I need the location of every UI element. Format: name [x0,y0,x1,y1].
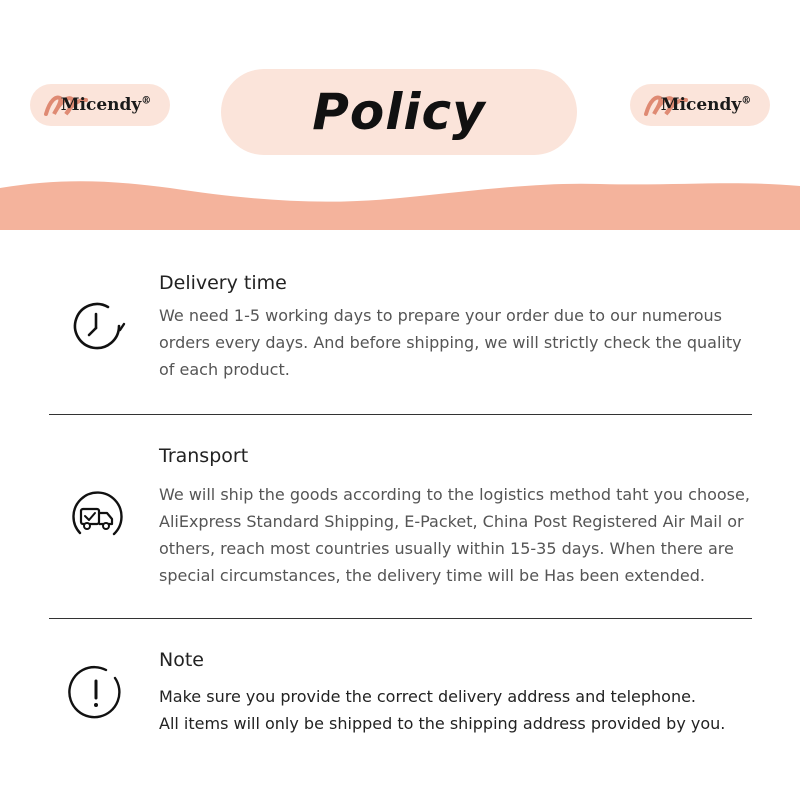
section-body: We will ship the goods according to the logistics method taht you choose, AliExpress Standard Shipping, E-Packet, China Post Registered Air Mail or others, reach most countries usually within 15-35 days. When there are special circumstances, the delivery time will be Has been extended. [159,485,750,585]
section-body: We need 1-5 working days to prepare your order due to our numerous orders every days. And before shipping, we will strictly check the quality of each product. [159,306,742,379]
divider [49,414,752,415]
brand-logo-left [30,84,170,126]
note-line: All items will only be shipped to the shipping address provided by you. [159,714,726,733]
header-banner [0,0,800,230]
delivery-truck-icon [68,489,126,547]
divider [49,618,752,619]
brand-name: Micendy® [660,95,752,115]
page-title-pill [221,69,577,155]
note-line: Make sure you provide the correct delivery address and telephone. [159,687,697,706]
page-title: Policy [312,83,486,141]
brand-logo-right [630,84,770,126]
section-title: Transport [159,445,249,467]
section-title: Note [159,649,204,671]
clock-icon [68,297,126,355]
brand-name: Micendy® [60,95,152,115]
section-body [159,683,759,737]
exclamation-icon [68,664,126,722]
section-title: Delivery time [159,272,287,294]
header-wave [0,170,800,230]
